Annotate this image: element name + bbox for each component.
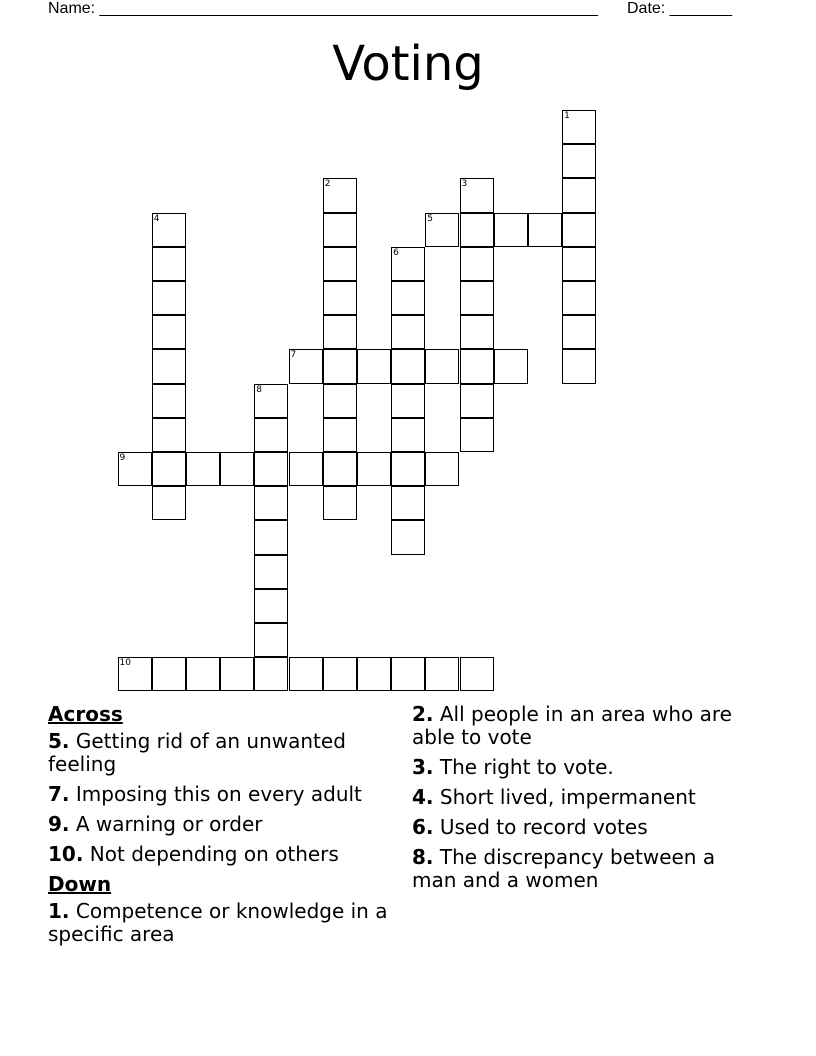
grid-cell[interactable] bbox=[460, 315, 494, 349]
grid-cell[interactable] bbox=[220, 657, 254, 691]
grid-cell[interactable] bbox=[152, 418, 186, 452]
grid-cell[interactable] bbox=[391, 315, 425, 349]
clue-down-1 bbox=[48, 900, 388, 946]
grid-cell[interactable] bbox=[425, 213, 459, 247]
grid-cell[interactable] bbox=[254, 418, 288, 452]
grid-cell[interactable] bbox=[254, 657, 288, 691]
clue-number: 5. bbox=[48, 729, 70, 753]
cell-number: 4 bbox=[153, 213, 160, 224]
grid-cell[interactable] bbox=[254, 623, 288, 657]
clue-number: 9. bbox=[48, 812, 70, 836]
grid-cell[interactable] bbox=[391, 349, 425, 383]
grid-cell[interactable] bbox=[289, 349, 323, 383]
across-heading: Across bbox=[48, 702, 123, 726]
grid-cell[interactable] bbox=[460, 178, 494, 212]
date-field[interactable]: Date: _______ bbox=[627, 0, 732, 17]
grid-cell[interactable] bbox=[323, 657, 357, 691]
grid-cell[interactable] bbox=[562, 178, 596, 212]
grid-cell[interactable] bbox=[460, 349, 494, 383]
clue-text: Getting rid of an unwanted feeling bbox=[48, 729, 346, 776]
grid-cell[interactable] bbox=[118, 657, 152, 691]
cell-number: 7 bbox=[290, 350, 297, 361]
grid-cell[interactable] bbox=[460, 213, 494, 247]
clue-text: Short lived, impermanent bbox=[433, 785, 696, 809]
grid-cell[interactable] bbox=[152, 486, 186, 520]
grid-cell[interactable] bbox=[562, 349, 596, 383]
clue-text: The right to vote. bbox=[433, 755, 614, 779]
grid-cell[interactable] bbox=[323, 247, 357, 281]
clue-number: 1. bbox=[48, 899, 70, 923]
grid-cell[interactable] bbox=[289, 657, 323, 691]
cell-number: 6 bbox=[393, 247, 399, 258]
grid-cell[interactable] bbox=[152, 349, 186, 383]
grid-cell[interactable] bbox=[391, 486, 425, 520]
grid-cell[interactable] bbox=[323, 418, 357, 452]
grid-cell[interactable] bbox=[220, 452, 254, 486]
grid-cell[interactable] bbox=[254, 555, 288, 589]
grid-cell[interactable] bbox=[152, 281, 186, 315]
clue-down-8 bbox=[412, 846, 752, 892]
grid-cell[interactable] bbox=[323, 315, 357, 349]
clue-text: The discrepancy between a man and a women bbox=[412, 845, 716, 892]
clues-left-column bbox=[48, 703, 388, 953]
grid-cell[interactable] bbox=[460, 657, 494, 691]
grid-cell[interactable] bbox=[357, 452, 391, 486]
grid-cell[interactable] bbox=[152, 213, 186, 247]
cell-number: 9 bbox=[119, 453, 126, 463]
clue-text: Imposing this on every adult bbox=[69, 782, 362, 806]
page-title: Voting bbox=[332, 36, 484, 92]
grid-cell[interactable] bbox=[460, 384, 494, 418]
grid-cell[interactable] bbox=[391, 418, 425, 452]
grid-cell[interactable] bbox=[425, 452, 459, 486]
grid-cell[interactable] bbox=[254, 452, 288, 486]
grid-cell[interactable] bbox=[391, 657, 425, 691]
clue-number: 6. bbox=[412, 815, 434, 839]
grid-cell[interactable] bbox=[254, 589, 288, 623]
clue-across-9 bbox=[48, 813, 388, 836]
grid-cell[interactable] bbox=[562, 110, 596, 144]
grid-cell[interactable] bbox=[562, 247, 596, 281]
grid-cell[interactable] bbox=[323, 281, 357, 315]
grid-cell[interactable] bbox=[254, 486, 288, 520]
clues-section bbox=[48, 703, 768, 963]
clue-number: 10. bbox=[48, 842, 84, 866]
clue-down-4 bbox=[412, 786, 752, 809]
cell-number: 3 bbox=[461, 179, 468, 190]
grid-cell[interactable] bbox=[323, 349, 357, 383]
cell-number: 5 bbox=[427, 213, 434, 224]
cell-number: 8 bbox=[256, 384, 263, 395]
grid-cell[interactable] bbox=[425, 657, 459, 691]
grid-cell[interactable] bbox=[528, 213, 562, 247]
grid-cell[interactable] bbox=[289, 452, 323, 486]
grid-cell[interactable] bbox=[494, 213, 528, 247]
grid-cell[interactable] bbox=[562, 144, 596, 178]
clue-number: 3. bbox=[412, 755, 434, 779]
grid-cell[interactable] bbox=[323, 486, 357, 520]
grid-cell[interactable] bbox=[391, 247, 425, 281]
cell-number: 2 bbox=[324, 179, 331, 190]
grid-cell[interactable] bbox=[425, 349, 459, 383]
grid-cell[interactable] bbox=[152, 657, 186, 691]
clue-text: Used to record votes bbox=[433, 815, 648, 839]
grid-cell[interactable] bbox=[323, 452, 357, 486]
clue-text: Competence or knowledge in a specific area bbox=[48, 899, 388, 946]
clue-across-10 bbox=[48, 843, 388, 866]
grid-cell[interactable] bbox=[391, 520, 425, 554]
grid-cell[interactable] bbox=[186, 452, 220, 486]
grid-cell[interactable] bbox=[254, 384, 288, 418]
grid-cell[interactable] bbox=[391, 452, 425, 486]
grid-cell[interactable] bbox=[460, 281, 494, 315]
grid-cell[interactable] bbox=[118, 452, 152, 486]
grid-cell[interactable] bbox=[357, 349, 391, 383]
clue-down-2 bbox=[412, 703, 752, 749]
clue-text: A warning or order bbox=[69, 812, 263, 836]
cell-number: 10 bbox=[119, 658, 131, 669]
grid-cell[interactable] bbox=[460, 247, 494, 281]
down-heading: Down bbox=[48, 872, 112, 896]
clue-number: 8. bbox=[412, 845, 434, 869]
grid-cell[interactable] bbox=[494, 349, 528, 383]
grid-cell[interactable] bbox=[460, 418, 494, 452]
grid-cell[interactable] bbox=[152, 315, 186, 349]
grid-cell[interactable] bbox=[152, 384, 186, 418]
cell-number: 1 bbox=[564, 111, 570, 121]
grid-cell[interactable] bbox=[391, 384, 425, 418]
grid-cell[interactable] bbox=[562, 315, 596, 349]
clue-number: 4. bbox=[412, 785, 434, 809]
grid-cell[interactable] bbox=[562, 213, 596, 247]
grid-cell[interactable] bbox=[323, 178, 357, 212]
grid-cell[interactable] bbox=[152, 247, 186, 281]
grid-cell[interactable] bbox=[562, 281, 596, 315]
clues-right-column bbox=[412, 703, 752, 899]
clue-text: All people in an area who are able to vote bbox=[412, 702, 732, 749]
grid-cell[interactable] bbox=[323, 213, 357, 247]
grid-cell[interactable] bbox=[357, 657, 391, 691]
clue-number: 7. bbox=[48, 782, 70, 806]
clue-down-3 bbox=[412, 756, 752, 779]
clue-down-6 bbox=[412, 816, 752, 839]
clue-text: Not depending on others bbox=[83, 842, 339, 866]
name-field[interactable]: Name: ________________________________________________________ bbox=[48, 0, 598, 17]
grid-cell[interactable] bbox=[391, 281, 425, 315]
grid-cell[interactable] bbox=[186, 657, 220, 691]
grid-cell[interactable] bbox=[254, 520, 288, 554]
grid-cell[interactable] bbox=[152, 452, 186, 486]
clue-across-5 bbox=[48, 730, 388, 776]
clue-across-7 bbox=[48, 783, 388, 806]
clue-number: 2. bbox=[412, 702, 434, 726]
grid-cell[interactable] bbox=[323, 384, 357, 418]
